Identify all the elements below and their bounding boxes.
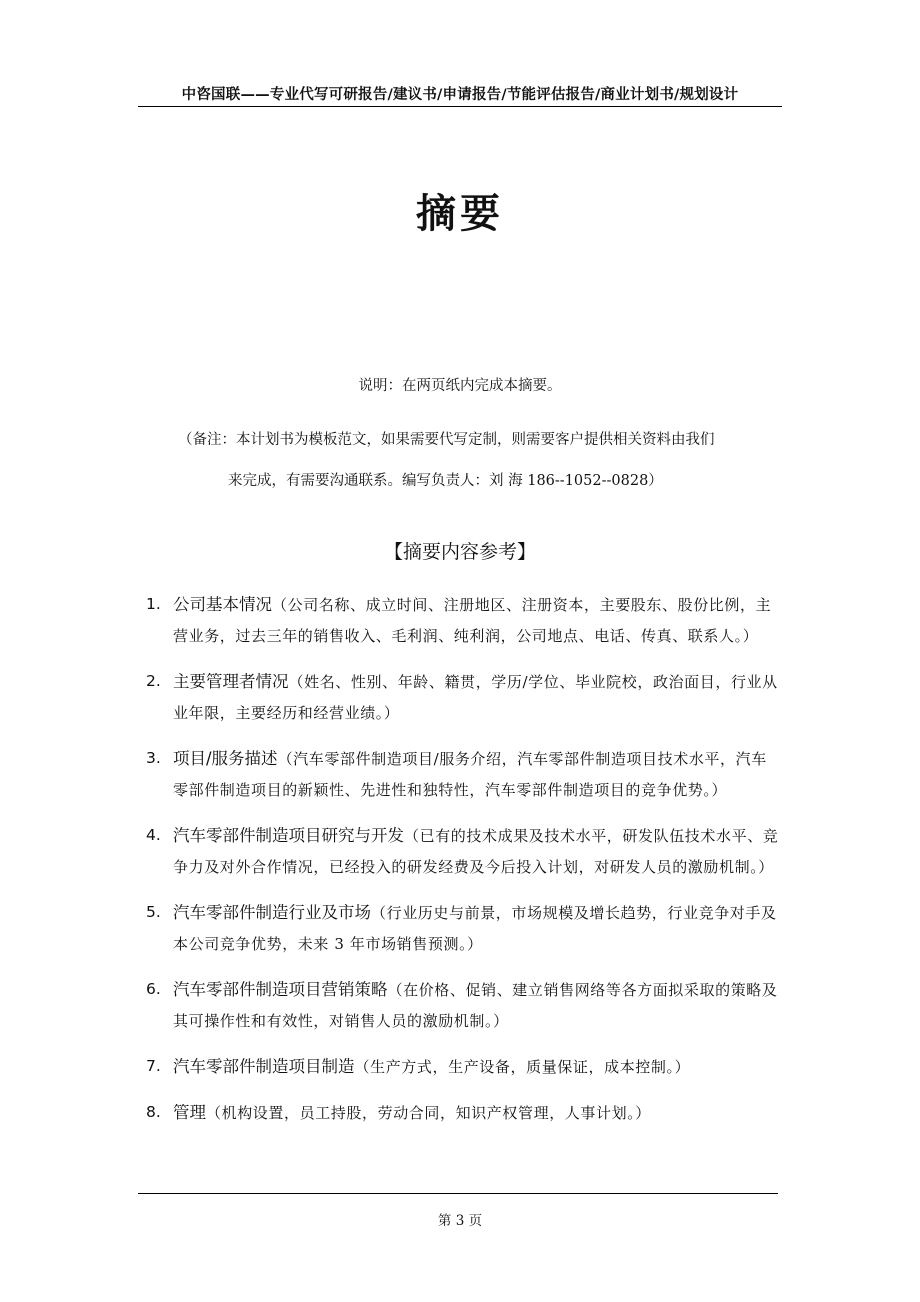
item-description: （姓名、性别、年龄、籍贯，学历/学位、毕业院校，政治面目，行业从业年限，主要经历和经营业绩。） — [173, 673, 778, 722]
remark-line-2: 来完成，有需要沟通联系。编写负责人：刘 海 186--1052--0828） — [228, 473, 663, 489]
section-title: 【摘要内容参考】 — [383, 541, 536, 563]
page-number: 第 3 页 — [437, 1213, 483, 1229]
summary-item-list — [146, 589, 782, 1143]
list-item — [146, 1097, 782, 1129]
remark-line-1: （备注：本计划书为模板范文，如果需要代写定制，则需要客户提供相关资料由我们 — [178, 432, 715, 448]
page-header: 中咨国联——专业代写可研报告/建议书/申请报告/节能评估报告/商业计划书/规划设计 — [181, 87, 739, 103]
item-heading: 管理 — [173, 1103, 206, 1122]
item-heading: 主要管理者情况 — [173, 672, 289, 691]
item-number: 6. — [146, 980, 161, 998]
item-number: 7. — [146, 1057, 161, 1075]
item-description: （已有的技术成果及技术水平，研发队伍技术水平、竞争力及对外合作情况，已经投入的研发经费及今后投入计划，对研发人员的激励机制。） — [173, 827, 779, 876]
instruction-note: 说明：在两页纸内完成本摘要。 — [358, 378, 562, 394]
item-heading: 公司基本情况 — [173, 595, 272, 614]
header-divider — [138, 106, 782, 107]
item-number: 8. — [146, 1103, 161, 1121]
item-heading: 项目/服务描述 — [173, 749, 278, 768]
item-number: 1. — [146, 595, 161, 613]
item-heading: 汽车零部件制造行业及市场 — [173, 903, 371, 922]
page-title: 摘要 — [416, 190, 504, 237]
item-number: 3. — [146, 749, 161, 767]
item-heading: 汽车零部件制造项目制造 — [173, 1057, 355, 1076]
item-description: （汽车零部件制造项目/服务介绍，汽车零部件制造项目技术水平，汽车零部件制造项目的新颖性、先进性和独特性，汽车零部件制造项目的竞争优势。） — [173, 750, 767, 799]
item-number: 2. — [146, 672, 161, 690]
item-heading: 汽车零部件制造项目研究与开发 — [173, 826, 404, 845]
item-description: （机构设置，员工持股，劳动合同，知识产权管理，人事计划。） — [206, 1104, 651, 1122]
list-item — [146, 897, 782, 960]
item-number: 4. — [146, 826, 161, 844]
item-number: 5. — [146, 903, 161, 921]
item-description: （在价格、促销、建立销售网络等各方面拟采取的策略及其可操作性和有效性，对销售人员的激励机制。） — [173, 981, 778, 1030]
list-item — [146, 820, 782, 883]
list-item — [146, 666, 782, 729]
item-description: （行业历史与前景，市场规模及增长趋势，行业竞争对手及本公司竞争优势，未来 3 年市场销售预测。） — [173, 904, 777, 953]
item-description: （公司名称、成立时间、注册地区、注册资本，主要股东、股份比例，主营业务，过去三年的销售收入、毛利润、纯利润，公司地点、电话、传真、联系人。） — [173, 596, 772, 645]
list-item — [146, 974, 782, 1037]
list-item — [146, 743, 782, 806]
item-description: （生产方式，生产设备，质量保证，成本控制。） — [354, 1058, 691, 1076]
item-heading: 汽车零部件制造项目营销策略 — [173, 980, 388, 999]
list-item — [146, 589, 782, 652]
list-item — [146, 1051, 782, 1083]
footer-divider — [138, 1193, 778, 1194]
